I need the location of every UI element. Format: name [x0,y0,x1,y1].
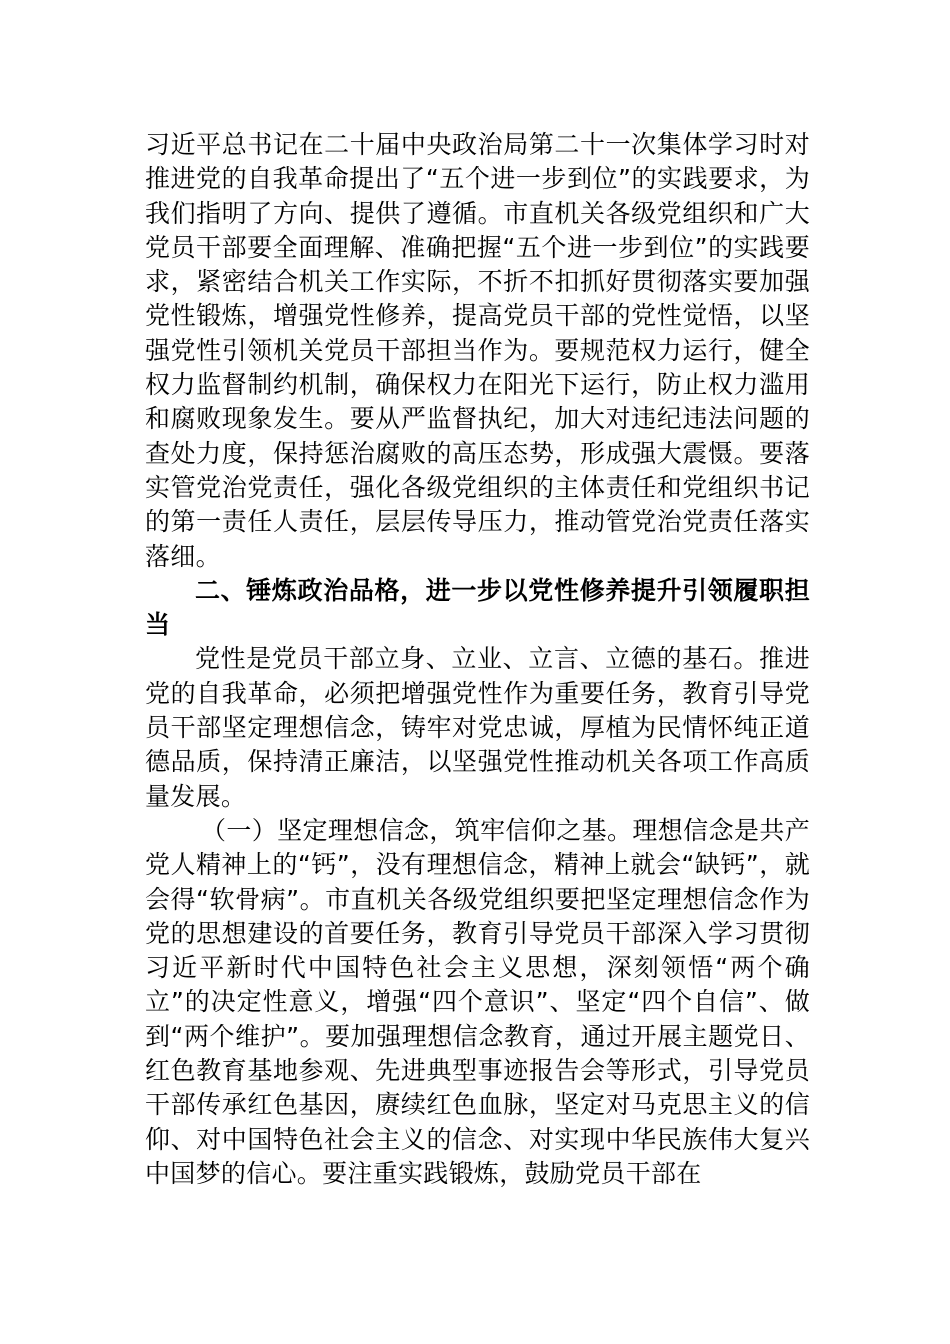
document-body [145,128,810,1191]
body-paragraph: 党性是党员干部立身、立业、立言、立德的基石。推进党的自我革命，必须把增强党性作为重要任务，教育引导党员干部坚定理想信念，铸牢对党忠诚，厚植为民情怀纯正道德品质，保持清正廉洁，以坚强党性推动机关各项工作高质量发展。 [145,644,810,811]
section-heading: 二、锤炼政治品格，进一步以党性修养提升引领履职担当 [145,575,810,640]
body-paragraph-subsection: （一）坚定理想信念，筑牢信仰之基。理想信念是共产党人精神上的“钙”，没有理想信念，精神上就会“缺钙”，就会得“软骨病”。市直机关各级党组织要把坚定理想信念作为党的思想建设的首要任务，教育引导党员干部深入学习贯彻习近平新时代中国特色社会主义思想，深刻领悟“两个确立”的决定性意义，增强“四个意识”、坚定“四个自信”、做到“两个维护”。要加强理想信念教育，通过开展主题党日、红色教育基地参观、先进典型事迹报告会等形式，引导党员干部传承红色基因，赓续红色血脉，坚定对马克思主义的信仰、对中国特色社会主义的信念、对实现中华民族伟大复兴中国梦的信心。要注重实践锻炼，鼓励党员干部在 [145,815,810,1188]
body-paragraph-continuation: 习近平总书记在二十届中央政治局第二十一次集体学习时对推进党的自我革命提出了“五个进一步到位”的实践要求，为我们指明了方向、提供了遵循。市直机关各级党组织和广大党员干部要全面理解、准确把握“五个进一步到位”的实践要求，紧密结合机关工作实际，不折不扣抓好贯彻落实要加强党性锻炼，增强党性修养，提高党员干部的党性觉悟，以坚强党性引领机关党员干部担当作为。要规范权力运行，健全权力监督制约机制，确保权力在阳光下运行，防止权力滥用和腐败现象发生。要从严监督执纪，加大对违纪违法问题的查处力度，保持惩治腐败的高压态势，形成强大震慑。要落实管党治党责任，强化各级党组织的主体责任和党组织书记的第一责任人责任，层层传导压力，推动管党治党责任落实落细。 [145,130,810,571]
